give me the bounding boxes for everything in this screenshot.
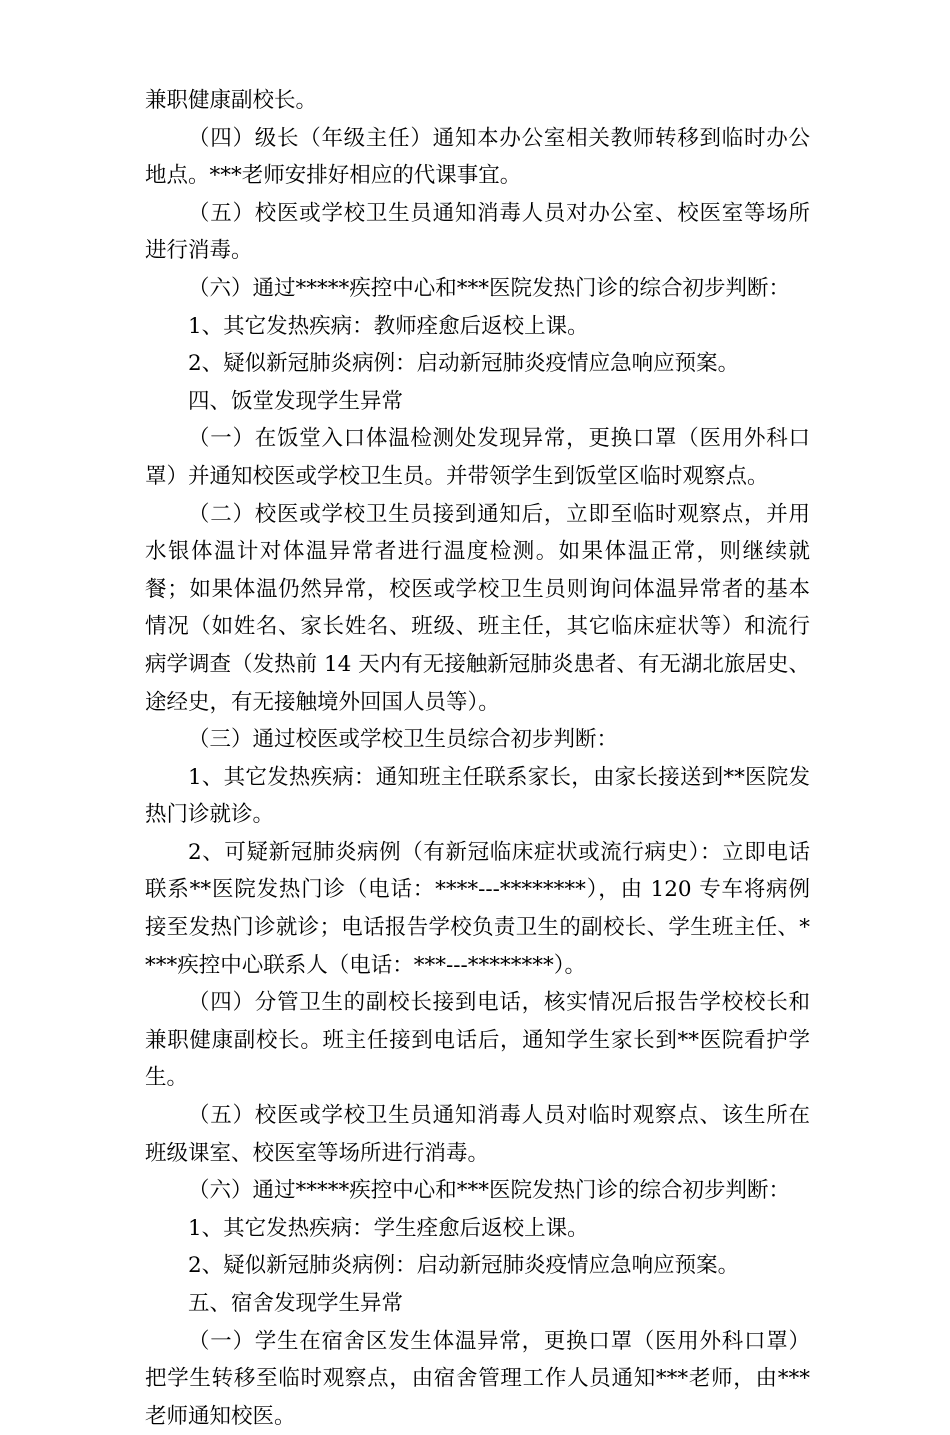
- list-item: 1、其它发热疾病：教师痊愈后返校上课。: [188, 313, 589, 339]
- paragraph: （五）校医或学校卫生员通知消毒人员对临时观察点、该生所在班级课室、校医室等场所进行消毒。: [145, 1103, 810, 1166]
- list-item: 2、疑似新冠肺炎病例：启动新冠肺炎疫情应急响应预案。: [188, 1253, 740, 1279]
- paragraph: （一）在饭堂入口体温检测处发现异常，更换口罩（医用外科口罩）并通知校医或学校卫生员。并带领学生到饭堂区临时观察点。: [145, 426, 810, 489]
- section-heading: 四、饭堂发现学生异常: [188, 388, 404, 414]
- paragraph: （二）校医或学校卫生员接到通知后，立即至临时观察点，并用水银体温计对体温异常者进行温度检测。如果体温正常，则继续就餐；如果体温仍然异常，校医或学校卫生员则询问体温异常者的基本情况（如姓名、家长姓名、班级、班主任，其它临床症状等）和流行病学调查（发热前 14 天内有无接触新冠肺炎患者、有无湖北旅居史、途经史，有无接触境外回国人员等）。: [145, 501, 810, 715]
- paragraph: （五）校医或学校卫生员通知消毒人员对办公室、校医室等场所进行消毒。: [145, 200, 810, 264]
- paragraph-continuation: 兼职健康副校长。: [145, 88, 318, 113]
- paragraph: （四）级长（年级主任）通知本办公室相关教师转移到临时办公地点。***老师安排好相应的代课事宜。: [145, 125, 810, 189]
- paragraph: （四）分管卫生的副校长接到电话，核实情况后报告学校校长和兼职健康副校长。班主任接到电话后，通知学生家长到**医院看护学生。: [145, 990, 810, 1091]
- paragraph: （六）通过*****疾控中心和***医院发热门诊的综合初步判断：: [188, 275, 791, 301]
- paragraph: （三）通过校医或学校卫生员综合初步判断：: [188, 727, 619, 753]
- paragraph: （六）通过*****疾控中心和***医院发热门诊的综合初步判断：: [188, 1178, 791, 1204]
- list-item: 1、其它发热疾病：通知班主任联系家长，由家长接送到**医院发热门诊就诊。: [145, 764, 810, 828]
- section-heading: 五、宿舍发现学生异常: [188, 1291, 404, 1316]
- paragraph: （一）学生在宿舍区发生体温异常，更换口罩（医用外科口罩）把学生转移至临时观察点，由宿舍管理工作人员通知***老师，由***老师通知校医。: [145, 1328, 810, 1429]
- list-item: 1、其它发热疾病：学生痊愈后返校上课。: [188, 1215, 589, 1241]
- list-item: 2、可疑新冠肺炎病例（有新冠临床症状或流行病史）：立即电话联系**医院发热门诊（电话：****---********），由 120 专车将病例接至发热门诊就诊；电话报告学校负责卫生的副校长、学生班主任、****疾控中心联系人（电话：***---********）。: [145, 839, 810, 978]
- list-item: 2、疑似新冠肺炎病例：启动新冠肺炎疫情应急响应预案。: [188, 351, 740, 377]
- document-page: [145, 82, 810, 1435]
